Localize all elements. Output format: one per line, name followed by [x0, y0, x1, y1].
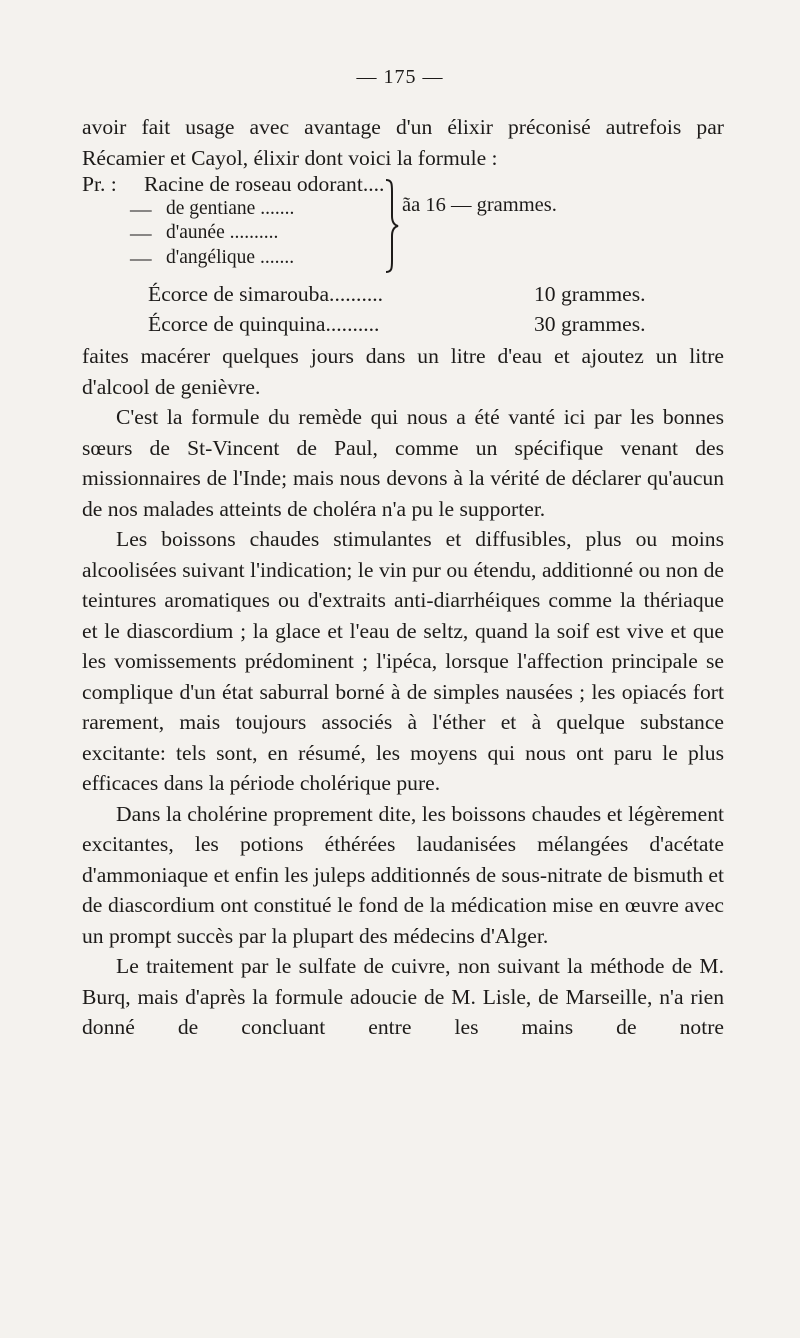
intro-text: avoir fait usage avec avantage d'un élixir préconisé autrefois par Récamier et Cayol, élixir dont voici la formule :: [82, 115, 724, 170]
page-number: — 175 —: [356, 66, 444, 88]
brace-icon: [380, 178, 400, 274]
extra-ingredient: Écorce de simarouba..........: [148, 282, 384, 306]
formula-prefix: Pr. :: [82, 172, 117, 196]
formula-row: [82, 221, 724, 246]
formula-item: d'angélique .......: [166, 246, 295, 268]
formula-row: [82, 172, 724, 197]
formula-extra-row: [148, 312, 724, 337]
grouped-quantity: ãa 16 — grammes.: [402, 194, 557, 216]
paragraph: C'est la formule du remède qui nous a été vanté ici par les bonnes sœurs de St-Vincent de Paul, comme un spécifique venant des missionnaires de l'Inde; mais nous devons à la vérité de déclarer qu'aucun de nos malades atteints de choléra n'a pu le supporter.: [82, 405, 724, 521]
formula-item: de gentiane .......: [166, 197, 295, 219]
extra-ingredient: Écorce de quinquina..........: [148, 312, 380, 336]
intro-paragraph: [82, 112, 724, 173]
formula-dash: —: [130, 196, 152, 221]
formula-row: [82, 246, 724, 271]
paragraph: Dans la cholérine proprement dite, les boissons chaudes et légèrement excitantes, les potions éthérées laudanisées mélangées d'acétate d'ammoniaque et enfin les juleps additionnés de sous-nitrate de bismuth et de diascordium ont constitué le fond de la médication mise en œuvre avec un prompt succès par la plupart des médecins d'Alger.: [82, 801, 724, 948]
body-text: [82, 341, 724, 1043]
formula-item: Racine de roseau odorant....: [144, 172, 385, 196]
formula-dash: —: [130, 245, 152, 270]
formula-dash: —: [130, 221, 152, 245]
formula-block: [82, 172, 724, 270]
paragraph: Les boissons chaudes stimulantes et diffusibles, plus ou moins alcoolisées suivant l'indication; le vin pur ou étendu, additionné ou non de teintures aromatiques ou d'extraits anti-diarrhéiques comme la thériaque et le diascordium ; la glace et l'eau de seltz, quand la soif est vive et que les vomissements prédominent ; l'ipéca, lorsque l'affection principale se complique d'un état saburral borné à de simples nausées ; les opiacés fort rarement, mais toujours associés à l'éther et à quelque substance excitante: tels sont, en résumé, les moyens qui nous ont paru le plus efficaces dans la période cholérique pure.: [82, 527, 724, 795]
extra-quantity: 10 grammes.: [534, 282, 646, 306]
formula-item: d'aunée ..........: [166, 222, 279, 243]
paragraph: faites macérer quelques jours dans un litre d'eau et ajoutez un litre d'alcool de genièvre.: [82, 344, 724, 399]
extra-quantity: 30 grammes.: [534, 312, 646, 336]
formula-extra-row: [148, 282, 724, 307]
paragraph: Le traitement par le sulfate de cuivre, non suivant la méthode de M. Burq, mais d'après la formule adoucie de M. Lisle, de Marseille, n'a rien donné de concluant entre les mains de notre: [82, 954, 724, 1039]
